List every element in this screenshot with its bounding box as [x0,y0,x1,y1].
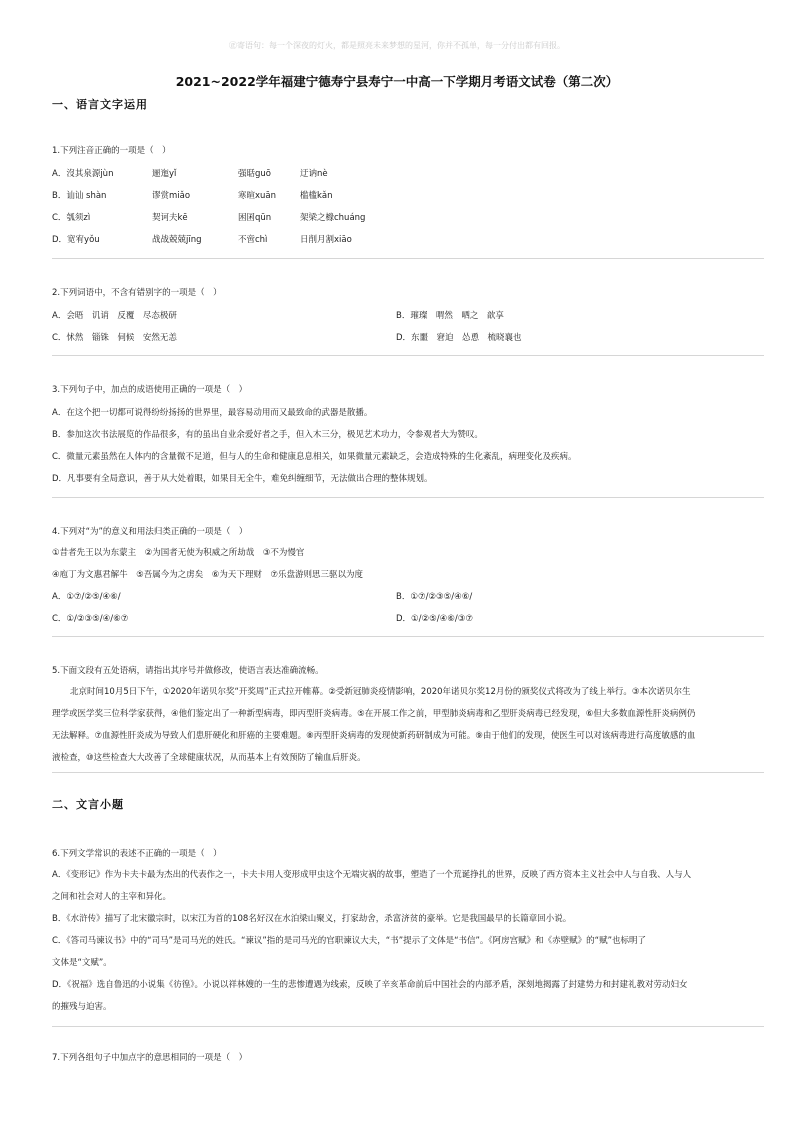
option-d[interactable]: D．《祝福》选自鲁迅的小说集《彷徨》。小说以祥林嫂的一生的悲惨遭遇为线索，反映了辛亥革命前后中国社会的内部矛盾，深刻地揭露了封建势力和封建礼教对劳动妇女 [52,980,688,990]
question-stem: 3.下列句子中，加点的成语使用正确的一项是（ ） [52,385,248,395]
item-list [52,542,764,630]
option-c[interactable]: C．①/②③⑤/④/⑥⑦ [52,614,129,624]
option-d[interactable]: D．凡事要有全局意识，善于从大处着眼，如果目无全牛，难免纠缠细节，无法做出合理的整体规划。 [52,474,433,484]
question-1 [52,145,764,251]
option-term: 架梁之橼chuáng [300,213,366,223]
question-stem: 2.下列词语中，不含有错别字的一项是（ ） [52,288,222,298]
option-b[interactable]: B．璀璨 喟然 哂之 歆享 [396,311,504,321]
option-a-cont: 之间和社会对人的主宰和异化。 [52,892,172,902]
option-row [52,586,764,608]
option-a[interactable]: A．会晤 讥诮 反覆 尽态极研 [52,311,177,321]
item-row: ④庖丁为文惠君解牛 ⑤吾属今为之虏矣 ⑥为天下理财 ⑦乐盘游则思三驱以为度 [52,570,363,580]
question-6 [52,848,764,1018]
divider [52,497,764,498]
question-stem: 7.下列各组句子中加点字的意思相同的一项是（ ） [52,1053,248,1063]
divider [52,636,764,637]
question-7 [52,1052,764,1064]
option-list [52,864,764,1018]
option-list [52,402,764,490]
passage-line: 无法解释。⑦血源性肝炎成为导致人们患肝硬化和肝癌的主要难题。⑧丙型肝炎病毒的发现使新药研制成为可能。⑨由于他们的发现，使医生可以对该病毒进行高度敏感的血 [52,731,696,741]
option-term: 困囷qūn [238,213,272,223]
option-term: 谬赏miǎo [152,191,191,201]
question-stem: 1.下列注音正确的一项是（ ） [52,146,171,156]
option-a[interactable]: A．《变形记》作为卡夫卡最为杰出的代表作之一，卡夫卡用人变形成甲虫这个无端灾祸的故事，塑造了一个荒诞挣扎的世界，反映了西方资本主义社会中人与自我、人与人 [52,870,692,880]
option-term: 槛槛kǎn [300,191,333,201]
option-a[interactable]: A．①⑦/②⑤/④⑥/ [52,592,121,602]
option-row [52,608,764,630]
question-2 [52,287,764,349]
question-5 [52,665,764,769]
option-term: B．讪讪 shàn [52,191,107,201]
option-term: 强聒guō [238,169,271,179]
option-c[interactable] [52,207,764,229]
option-d[interactable] [52,229,764,251]
option-c-cont: 文体是“文赋”。 [52,958,112,968]
passage-line: 理学或医学奖三位科学家获得，④他们鉴定出了一种新型病毒，即丙型肝炎病毒。⑤在开展工作之前，甲型肺炎病毒和乙型肝炎病毒已经发现，⑥但大多数血源性肝炎病例仍 [52,709,696,719]
option-c[interactable]: C．微量元素虽然在人体内的含量微不足道，但与人的生命和健康息息相关，如果微量元素缺乏，会造成特殊的生化紊乱，病理变化及疾病。 [52,452,577,462]
option-term: D．宽宥yǒu [52,235,100,245]
option-c[interactable]: C．怵然 锱铢 伺候 安然无恙 [52,333,177,343]
passage [52,681,764,769]
question-stem: 6.下列文学常识的表述不正确的一项是（ ） [52,849,222,859]
option-row [52,305,764,327]
option-list [52,305,764,349]
option-a[interactable] [52,163,764,185]
divider [52,258,764,259]
option-b[interactable]: B．参加这次书法展览的作品很多，有的虽出自业余爱好者之手，但入木三分，极见艺术功力，令参观者大为赞叹。 [52,430,483,440]
option-row [52,327,764,349]
section-heading-1: 一、语言文字运用 [52,98,148,111]
option-d[interactable]: D．东噩 窘迫 怂恿 梳晓襄也 [396,333,522,343]
section-heading-2: 二、文言小题 [52,798,124,811]
question-4 [52,526,764,630]
question-stem: 4.下列对“为”的意义和用法归类正确的一项是（ ） [52,527,248,537]
divider [52,772,764,773]
option-d-cont: 的摧残与迫害。 [52,1002,112,1012]
question-stem: 5.下面文段有五处语病，请指出其序号并做修改，使语言表达准确流畅。 [52,666,324,676]
option-b[interactable] [52,185,764,207]
question-3 [52,384,764,490]
option-a[interactable]: A．在这个把一切都可说得纷纷扬扬的世界里，最容易动用而又最致命的武器是散播。 [52,408,373,418]
option-term: 日削月割xiāo [300,235,352,245]
option-list [52,163,764,251]
option-term: 逦迤yǐ [152,169,177,179]
option-term: A．沒其泉源jùn [52,169,114,179]
option-term: 契诃夫kē [152,213,188,223]
divider [52,355,764,356]
page-title: 2021~2022学年福建宁德寿宁县寿宁一中高一下学期月考语文试卷（第二次） [175,74,619,89]
option-term: C．瓠须zì [52,213,91,223]
passage-line: 北京时间10月5日下午，①2020年诺贝尔奖“开奖周”正式拉开帷幕。②受新冠肺炎疫情影响，2020年诺贝尔奖12月份的颁奖仪式将改为了线上举行。③本次诺贝尔生 [70,687,691,697]
option-term: 迂讷nè [300,169,328,179]
motto-banner: ㊣寄语句：每一个深夜的灯火，都是照亮未来梦想的星河，你并不孤单，每一分付出都有回报。 [229,41,565,50]
option-c[interactable]: C．《答司马谏议书》中的“司马”是司马光的姓氏。“谏议”指的是司马光的官职谏议大夫，“书”提示了文体是“书信”。《阿房宫赋》和《赤壁赋》的“赋”也标明了 [52,936,646,946]
item-row: ①昔者先王以为东蒙主 ②为国者无使为积威之所劫哉 ③不为慢官 [52,548,305,558]
divider [52,1026,764,1027]
passage-line: 液检查，⑩这些检查大大改善了全球健康状况，从而基本上有效预防了输血后肝炎。 [52,753,366,763]
option-term: 战战兢兢jīng [152,235,202,245]
option-term: 不啻chì [238,235,268,245]
option-d[interactable]: D．①/②⑤/④⑥/③⑦ [396,614,473,624]
option-term: 寒暄xuān [238,191,277,201]
option-b[interactable]: B．《水浒传》描写了北宋徽宗时，以宋江为首的108名好汉在水泊梁山聚义，打家劫舍，杀富济贫的豪举。它是我国最早的长篇章回小说。 [52,914,572,924]
option-b[interactable]: B．①⑦/②③⑤/④⑥/ [396,592,473,602]
